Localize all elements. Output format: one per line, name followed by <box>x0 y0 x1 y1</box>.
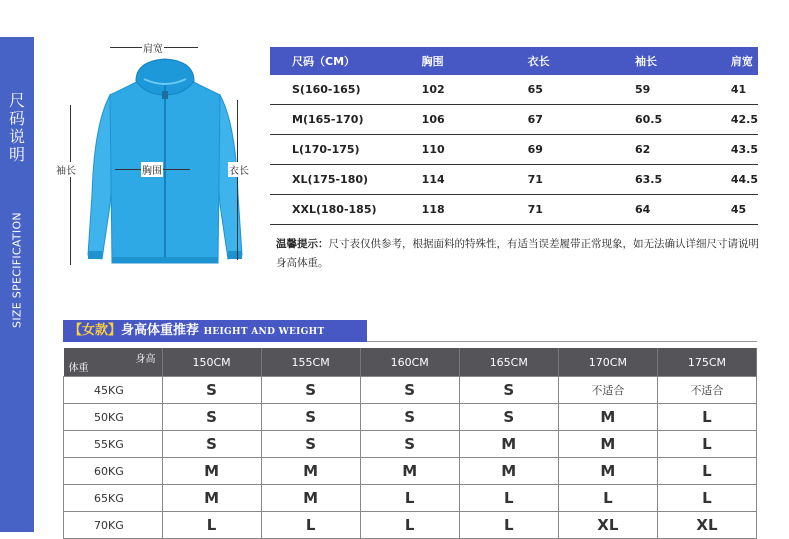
size-cell: L <box>459 512 558 539</box>
cell: M(165-170) <box>270 105 410 135</box>
recommend-header <box>64 348 757 377</box>
cell: 63.5 <box>611 165 719 195</box>
sleeve-label: 袖长 <box>55 162 77 177</box>
size-cell: L <box>657 404 756 431</box>
cell: 102 <box>410 75 500 105</box>
size-cell: S <box>360 377 459 404</box>
weight-cell: 45KG <box>64 377 163 404</box>
table-row <box>270 105 758 135</box>
size-cell: 不适合 <box>657 377 756 404</box>
corner-cell <box>64 348 163 377</box>
table-row <box>270 135 758 165</box>
cell: 45 <box>719 195 758 225</box>
size-cell: S <box>162 377 261 404</box>
size-cell: M <box>459 458 558 485</box>
size-cell: S <box>162 431 261 458</box>
corner-height-label: 身高 <box>135 354 156 365</box>
side-subtitle: SIZE SPECIFICATION <box>10 212 24 328</box>
size-cell: L <box>657 431 756 458</box>
cell: 71 <box>500 165 611 195</box>
height-header: 165CM <box>459 348 558 377</box>
size-cell: L <box>657 485 756 512</box>
chest-label: 胸围 <box>141 162 163 177</box>
cell: 43.5 <box>719 135 758 165</box>
table-row <box>64 512 757 539</box>
table-row <box>270 165 758 195</box>
weight-cell: 65KG <box>64 485 163 512</box>
size-cell: L <box>657 458 756 485</box>
length-label: 衣长 <box>228 162 250 177</box>
cell: 60.5 <box>611 105 719 135</box>
cell: S(160-165) <box>270 75 410 105</box>
sleeve-dimension-line <box>70 105 71 265</box>
banner-tag: 【女款】 <box>69 323 122 338</box>
size-cell: S <box>261 377 360 404</box>
table-row <box>64 377 757 404</box>
side-title-char: 说 <box>8 127 25 146</box>
length-dimension-line <box>237 100 238 260</box>
size-cell: S <box>261 404 360 431</box>
cell: 71 <box>500 195 611 225</box>
size-cell: S <box>261 431 360 458</box>
header-length: 衣长 <box>500 47 611 75</box>
cell: XL(175-180) <box>270 165 410 195</box>
recommend-table <box>63 348 757 539</box>
cell: 114 <box>410 165 500 195</box>
table-row <box>64 431 757 458</box>
side-title-char: 明 <box>8 145 25 164</box>
side-title-char: 码 <box>8 109 25 128</box>
cell: 106 <box>410 105 500 135</box>
tip-text: 尺寸表仅供参考，根据面料的特殊性，有适当误差履带正常现象，如无法确认详细尺寸请说明身高体重。 <box>276 238 759 269</box>
cell: 69 <box>500 135 611 165</box>
size-cell: XL <box>558 512 657 539</box>
tip-label: 温馨提示： <box>276 238 329 250</box>
table-row <box>64 458 757 485</box>
size-cell: M <box>459 431 558 458</box>
cell: XXL(180-185) <box>270 195 410 225</box>
height-header: 160CM <box>360 348 459 377</box>
size-cell: S <box>360 431 459 458</box>
header-shoulder: 肩宽 <box>719 47 758 75</box>
side-title-char: 尺 <box>8 91 25 110</box>
cell: 110 <box>410 135 500 165</box>
size-table <box>270 47 758 225</box>
cell: 65 <box>500 75 611 105</box>
cell: L(170-175) <box>270 135 410 165</box>
cell: 62 <box>611 135 719 165</box>
cell: 41 <box>719 75 758 105</box>
weight-cell: 70KG <box>64 512 163 539</box>
size-cell: S <box>459 404 558 431</box>
size-cell: M <box>261 458 360 485</box>
size-cell: S <box>162 404 261 431</box>
cell: 64 <box>611 195 719 225</box>
jacket-image <box>80 55 250 270</box>
jacket-illustration <box>80 55 250 270</box>
size-cell: XL <box>657 512 756 539</box>
size-cell: M <box>558 458 657 485</box>
cell: 67 <box>500 105 611 135</box>
size-cell: M <box>162 485 261 512</box>
size-cell: M <box>558 404 657 431</box>
size-cell: L <box>261 512 360 539</box>
weight-cell: 60KG <box>64 458 163 485</box>
cell: 118 <box>410 195 500 225</box>
banner-title: 身高体重推荐 <box>121 323 200 338</box>
size-cell: M <box>261 485 360 512</box>
shoulder-label: 肩宽 <box>142 40 164 55</box>
header-chest: 胸围 <box>410 47 500 75</box>
size-cell: 不适合 <box>558 377 657 404</box>
table-row <box>270 75 758 105</box>
weight-cell: 50KG <box>64 404 163 431</box>
size-table-header <box>270 47 758 75</box>
height-header: 175CM <box>657 348 756 377</box>
cell: 44.5 <box>719 165 758 195</box>
header-sleeve: 袖长 <box>611 47 719 75</box>
weight-cell: 55KG <box>64 431 163 458</box>
size-cell: M <box>162 458 261 485</box>
banner-title-en: HEIGHT AND WEIGHT <box>203 327 325 337</box>
size-cell: M <box>558 431 657 458</box>
table-row <box>270 195 758 225</box>
cell: 42.5 <box>719 105 758 135</box>
cell: 59 <box>611 75 719 105</box>
size-cell: S <box>360 404 459 431</box>
header-size: 尺码（CM） <box>270 47 410 75</box>
height-header: 150CM <box>162 348 261 377</box>
size-cell: S <box>459 377 558 404</box>
size-cell: M <box>360 458 459 485</box>
table-row <box>64 485 757 512</box>
height-header: 155CM <box>261 348 360 377</box>
size-cell: L <box>459 485 558 512</box>
size-cell: L <box>162 512 261 539</box>
corner-weight-label: 体重 <box>68 363 89 374</box>
tip-note <box>276 235 766 273</box>
recommend-body <box>64 377 757 539</box>
recommend-banner <box>63 320 367 342</box>
size-cell: L <box>360 485 459 512</box>
table-row <box>64 404 757 431</box>
size-cell: L <box>360 512 459 539</box>
side-title <box>0 92 34 164</box>
height-header: 170CM <box>558 348 657 377</box>
size-cell: L <box>558 485 657 512</box>
